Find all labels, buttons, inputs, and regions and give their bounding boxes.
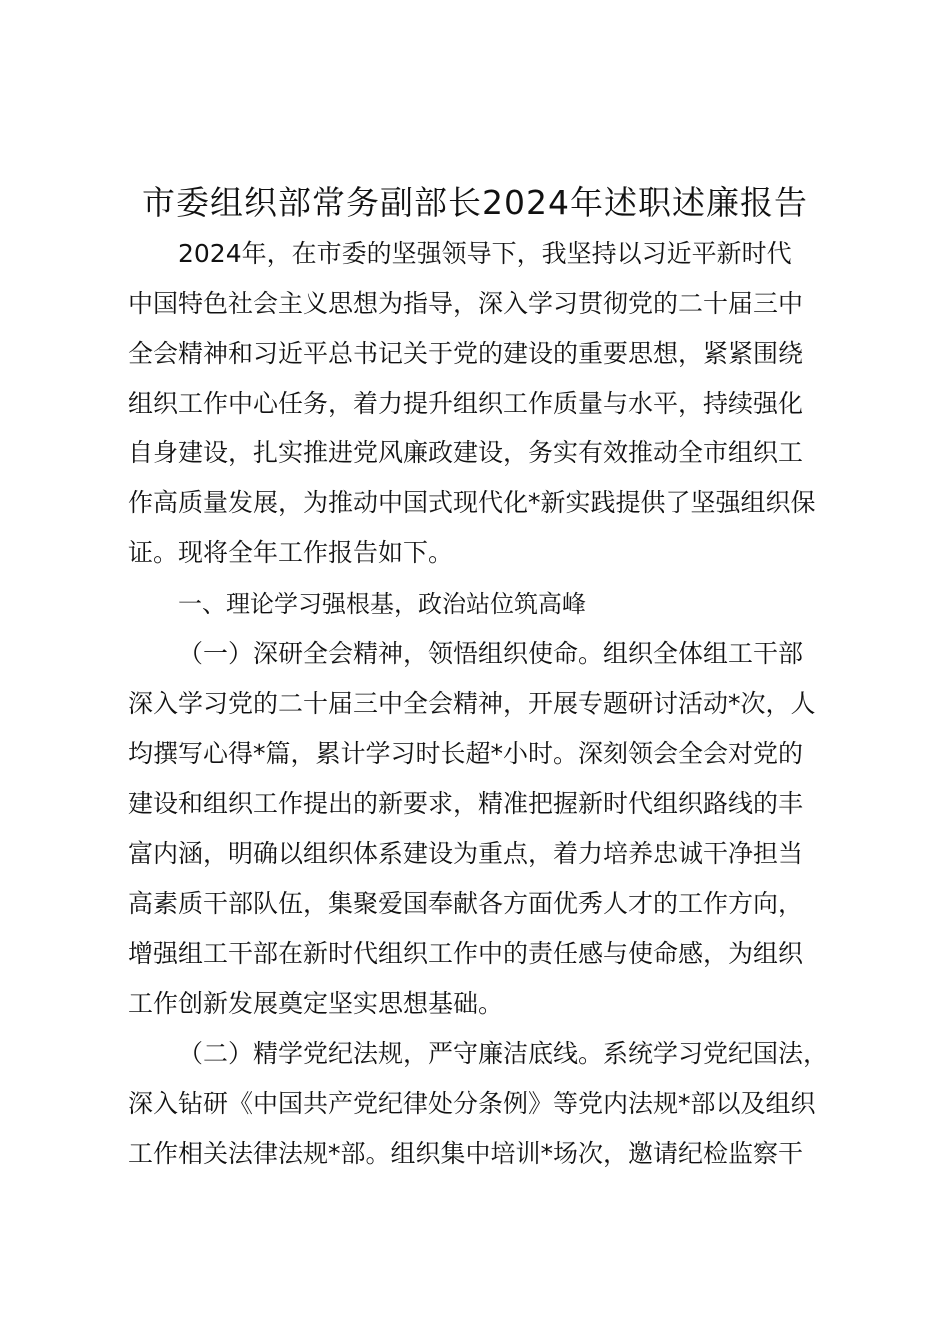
paragraph-line: （一）深研全会精神，领悟组织使命。组织全体组工干部 bbox=[178, 639, 804, 668]
paragraph-line: 工作创新发展奠定坚实思想基础。 bbox=[128, 989, 504, 1018]
document-title: 市委组织部常务副部长2024年述职述廉报告 bbox=[142, 183, 808, 222]
paragraph-line: 中国特色社会主义思想为指导，深入学习贯彻党的二十届三中 bbox=[128, 289, 804, 318]
paragraph-line: 全会精神和习近平总书记关于党的建设的重要思想，紧紧围绕 bbox=[128, 339, 804, 368]
paragraph-line: 组织工作中心任务，着力提升组织工作质量与水平，持续强化 bbox=[128, 389, 804, 418]
paragraph-line: 深入学习党的二十届三中全会精神，开展专题研讨活动*次，人 bbox=[128, 689, 816, 718]
paragraph-line: 高素质干部队伍，集聚爱国奉献各方面优秀人才的工作方向， bbox=[128, 889, 804, 918]
paragraph-line: 富内涵，明确以组织体系建设为重点，着力培养忠诚干净担当 bbox=[128, 839, 804, 868]
paragraph-line: 作高质量发展，为推动中国式现代化*新实践提供了坚强组织保 bbox=[128, 488, 816, 517]
paragraph-line: 深入钻研《中国共产党纪律处分条例》等党内法规*部以及组织 bbox=[128, 1089, 816, 1118]
paragraph-line: 建设和组织工作提出的新要求，精准把握新时代组织路线的丰 bbox=[128, 789, 804, 818]
paragraph-line: 证。现将全年工作报告如下。 bbox=[128, 538, 454, 567]
paragraph-line: 自身建设，扎实推进党风廉政建设，务实有效推动全市组织工 bbox=[128, 438, 804, 467]
paragraph-line: 工作相关法律法规*部。组织集中培训*场次，邀请纪检监察干 bbox=[128, 1139, 804, 1168]
section-heading: 一、理论学习强根基，政治站位筑高峰 bbox=[178, 590, 586, 618]
paragraph-line: （二）精学党纪法规，严守廉洁底线。系统学习党纪国法， bbox=[178, 1039, 829, 1068]
paragraph-line: 2024年，在市委的坚强领导下，我坚持以习近平新时代 bbox=[178, 239, 792, 268]
paragraph-line: 增强组工干部在新时代组织工作中的责任感与使命感，为组织 bbox=[128, 939, 804, 968]
paragraph-line: 均撰写心得*篇，累计学习时长超*小时。深刻领会全会对党的 bbox=[128, 739, 804, 768]
